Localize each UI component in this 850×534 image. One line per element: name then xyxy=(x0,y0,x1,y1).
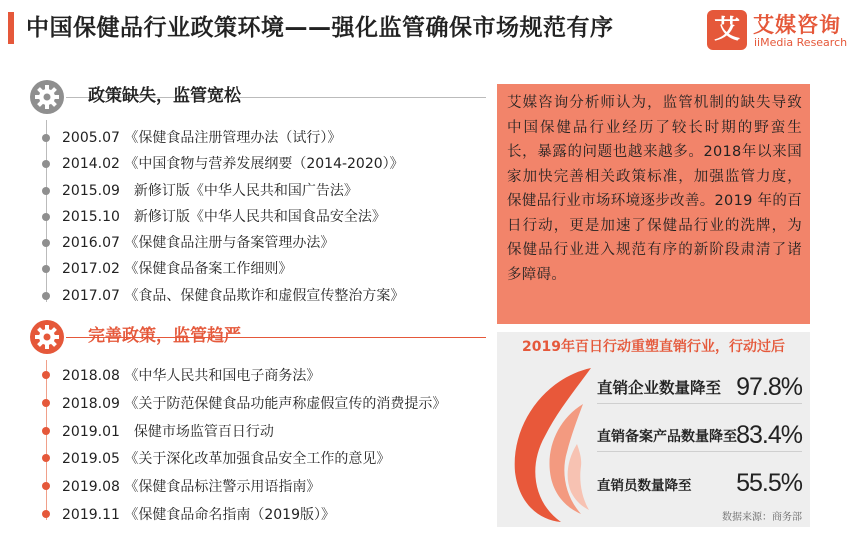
section-title: 完善政策，监管趋严 xyxy=(88,326,241,346)
list-item xyxy=(40,390,500,418)
section-header-strict xyxy=(30,320,490,354)
list-item xyxy=(40,256,500,282)
list-item xyxy=(40,230,500,256)
list-item xyxy=(40,445,500,473)
stat-divider xyxy=(597,403,802,404)
stats-header: 2019年百日行动重塑直销行业，行动过后 xyxy=(522,339,785,355)
bullet-dot xyxy=(42,292,50,300)
page-title: 中国保健品行业政策环境——强化监管确保市场规范有序 xyxy=(26,15,614,41)
stat-value: 97.8% xyxy=(736,373,802,401)
list-item-text: 2016.07 《保健食品注册与备案管理办法》 xyxy=(62,235,335,252)
stat-label: 直销员数量降至 xyxy=(597,478,692,494)
policy-list-loose xyxy=(40,125,500,309)
list-item-text: 2014.02 《中国食物与营养发展纲要（2014-2020）》 xyxy=(62,156,404,173)
list-item xyxy=(40,418,500,446)
stat-value: 83.4% xyxy=(736,421,802,449)
list-item-text: 2018.09 《关于防范保健食品功能声称虚假宣传的消费提示》 xyxy=(62,395,447,412)
data-source-note: 数据来源：商务部 xyxy=(722,512,802,523)
logo-name-cn: 艾媒咨询 xyxy=(753,13,841,37)
flame-logo-graphic xyxy=(505,364,597,524)
list-item xyxy=(40,283,500,309)
bullet-dot xyxy=(42,454,50,462)
list-item xyxy=(40,125,500,151)
list-item-text: 2019.01 保健市场监管百日行动 xyxy=(62,423,274,440)
logo-mark: 艾 xyxy=(707,10,747,50)
bullet-dot xyxy=(42,187,50,195)
stat-divider xyxy=(597,451,802,452)
analyst-comment-text: 艾媒咨询分析师认为，监管机制的缺失导致中国保健品行业经历了较长时期的野蛮生长，暴露的问题也越来越多。2018年以来国家加快完善相关政策标准，加强监管力度，保健品行业市场环境逐步改善。2019 年的百日行动，更是加速了保健品行业的洗牌，为保健品行业进入规范有序的新阶段肃清了诸多障碍。 xyxy=(507,95,802,283)
list-item xyxy=(40,151,500,177)
stat-row-salespeople xyxy=(597,460,802,500)
list-item-text: 2019.08 《保健食品标注警示用语指南》 xyxy=(62,479,321,496)
stat-row-products xyxy=(597,412,802,452)
list-item-text: 2017.07 《食品、保健食品欺诈和虚假宣传整治方案》 xyxy=(62,287,405,304)
bullet-dot xyxy=(42,160,50,168)
stat-row-companies xyxy=(597,364,802,404)
analyst-comment-box xyxy=(497,84,810,324)
bullet-dot xyxy=(42,213,50,221)
list-item xyxy=(40,178,500,204)
section-title: 政策缺失，监管宽松 xyxy=(88,86,241,106)
bullet-dot xyxy=(42,427,50,435)
section-header-loose xyxy=(30,80,490,114)
list-item-text: 2015.09 新修订版《中华人民共和国广告法》 xyxy=(62,182,358,199)
stat-label: 直销企业数量降至 xyxy=(597,379,722,397)
stat-value: 55.5% xyxy=(736,469,802,497)
list-item-text: 2017.02 《保健食品备案工作细则》 xyxy=(62,261,293,278)
title-bar xyxy=(0,0,850,60)
logo-name-en: iiMedia Research xyxy=(754,36,848,49)
gear-icon xyxy=(30,80,64,114)
stats-panel xyxy=(497,332,810,527)
bullet-dot xyxy=(42,265,50,273)
list-item-text: 2005.07 《保健食品注册管理办法（试行）》 xyxy=(62,130,342,146)
policy-list-strict xyxy=(40,362,500,529)
bullet-dot xyxy=(42,134,50,142)
list-item xyxy=(40,473,500,501)
list-item xyxy=(40,204,500,230)
bullet-dot xyxy=(42,510,50,518)
list-item xyxy=(40,362,500,390)
list-item-text: 2018.08 《中华人民共和国电子商务法》 xyxy=(62,368,321,384)
bullet-dot xyxy=(42,239,50,247)
gear-icon xyxy=(30,320,64,354)
logo xyxy=(707,8,847,54)
stat-label: 直销备案产品数量降至 xyxy=(597,429,737,445)
bullet-dot xyxy=(42,482,50,490)
title-accent-bar xyxy=(8,12,14,44)
list-item-text: 2019.11 《保健食品命名指南（2019版）》 xyxy=(62,506,335,523)
list-item xyxy=(40,501,500,529)
list-item-text: 2015.10 新修订版《中华人民共和国食品安全法》 xyxy=(62,208,386,225)
list-item-text: 2019.05 《关于深化改革加强食品安全工作的意见》 xyxy=(62,451,391,468)
bullet-dot xyxy=(42,371,50,379)
bullet-dot xyxy=(42,399,50,407)
